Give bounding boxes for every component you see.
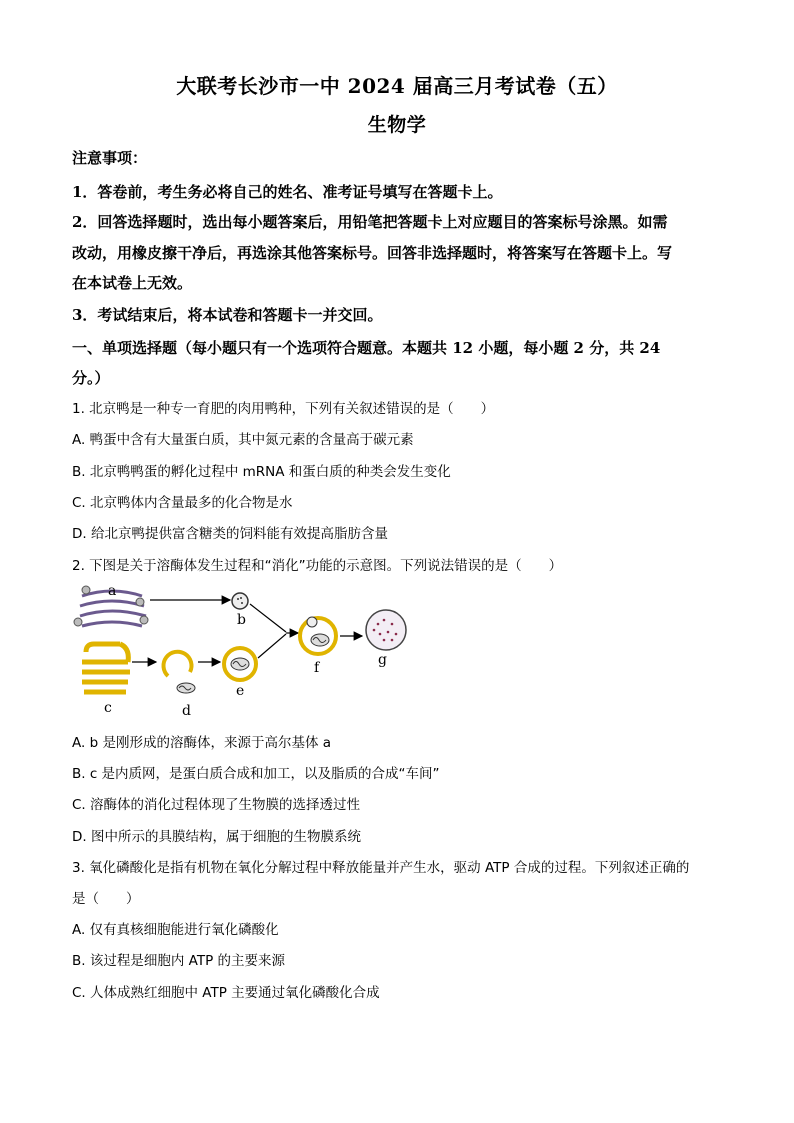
q2-option-c: C. 溶酶体的消化过程体现了生物膜的选择透过性 (72, 797, 361, 813)
q1-option-d: D. 给北京鸭提供富含糖类的饲料能有效提高脂肪含量 (72, 526, 388, 542)
q1-option-c: C. 北京鸭体内含量最多的化合物是水 (72, 495, 293, 511)
q2-option-a: A. b 是刚形成的溶酶体，来源于高尔基体 a (72, 735, 332, 751)
notice-heading: 注意事项： (72, 149, 148, 167)
q3-stem-line-2: 是（ ） (72, 891, 140, 907)
subject-title: 生物学 (367, 114, 427, 136)
residual-body-g (366, 610, 406, 650)
autophagosome-forming-d (163, 652, 195, 693)
arrow-e-join (258, 634, 286, 658)
q2-option-b: B. c 是内质网，是蛋白质合成和加工，以及脂质的合成“车间” (72, 766, 440, 782)
q3-option-a: A. 仅有真核细胞能进行氧化磷酸化 (72, 922, 279, 938)
lysosome-b (232, 593, 248, 609)
notice-item-2-line-2: 改动，用橡皮擦干净后，再选涂其他答案标号。回答非选择题时，将答案写在答题卡上。写 (72, 244, 673, 262)
notice-item-2-line-1: 2．回答选择题时，选出每小题答案后，用铅笔把答题卡上对应题目的答案标号涂黑。如需 (72, 213, 668, 231)
q3-option-b: B. 该过程是细胞内 ATP 的主要来源 (72, 953, 286, 969)
autophagosome-e (224, 648, 256, 680)
section-heading-line-1: 一、单项选择题（每小题只有一个选项符合题意。本题共 12 小题，每小题 2 分，共 24 (72, 339, 661, 357)
autolysosome-f (300, 617, 336, 654)
label-d: d (182, 703, 191, 719)
section-heading-line-2: 分。） (72, 369, 110, 387)
lysosome-diagram (72, 582, 422, 722)
notice-item-3: 3．考试结束后，将本试卷和答题卡一并交回。 (72, 306, 383, 324)
label-b: b (237, 612, 246, 628)
label-c: c (104, 700, 112, 716)
label-g: g (378, 652, 387, 668)
label-a: a (108, 583, 117, 599)
q1-stem: 1. 北京鸭是一种专一育肥的肉用鸭种，下列有关叙述错误的是（ ） (72, 401, 495, 417)
label-e: e (236, 683, 245, 699)
q2-option-d: D. 图中所示的具膜结构，属于细胞的生物膜系统 (72, 829, 361, 845)
exam-title: 大联考长沙市一中 2024 届高三月考试卷（五） (176, 74, 618, 98)
q2-stem: 2. 下图是关于溶酶体发生过程和“消化”功能的示意图。下列说法错误的是（ ） (72, 558, 563, 574)
q3-option-c: C. 人体成熟红细胞中 ATP 主要通过氧化磷酸化合成 (72, 985, 380, 1001)
notice-item-2-line-3: 在本试卷上无效。 (72, 274, 193, 292)
q1-option-a: A. 鸭蛋中含有大量蛋白质，其中氮元素的含量高于碳元素 (72, 432, 414, 448)
label-f: f (314, 660, 320, 676)
q1-option-b: B. 北京鸭鸭蛋的孵化过程中 mRNA 和蛋白质的种类会发生变化 (72, 464, 451, 480)
endoplasmic-reticulum-c (82, 644, 130, 692)
q3-stem-line-1: 3. 氧化磷酸化是指有机物在氧化分解过程中释放能量并产生水，驱动 ATP 合成的过程。下列叙述正确的 (72, 860, 690, 876)
arrow-b-join (250, 604, 286, 632)
notice-item-1: 1．答卷前，考生务必将自己的姓名、准考证号填写在答题卡上。 (72, 183, 503, 201)
